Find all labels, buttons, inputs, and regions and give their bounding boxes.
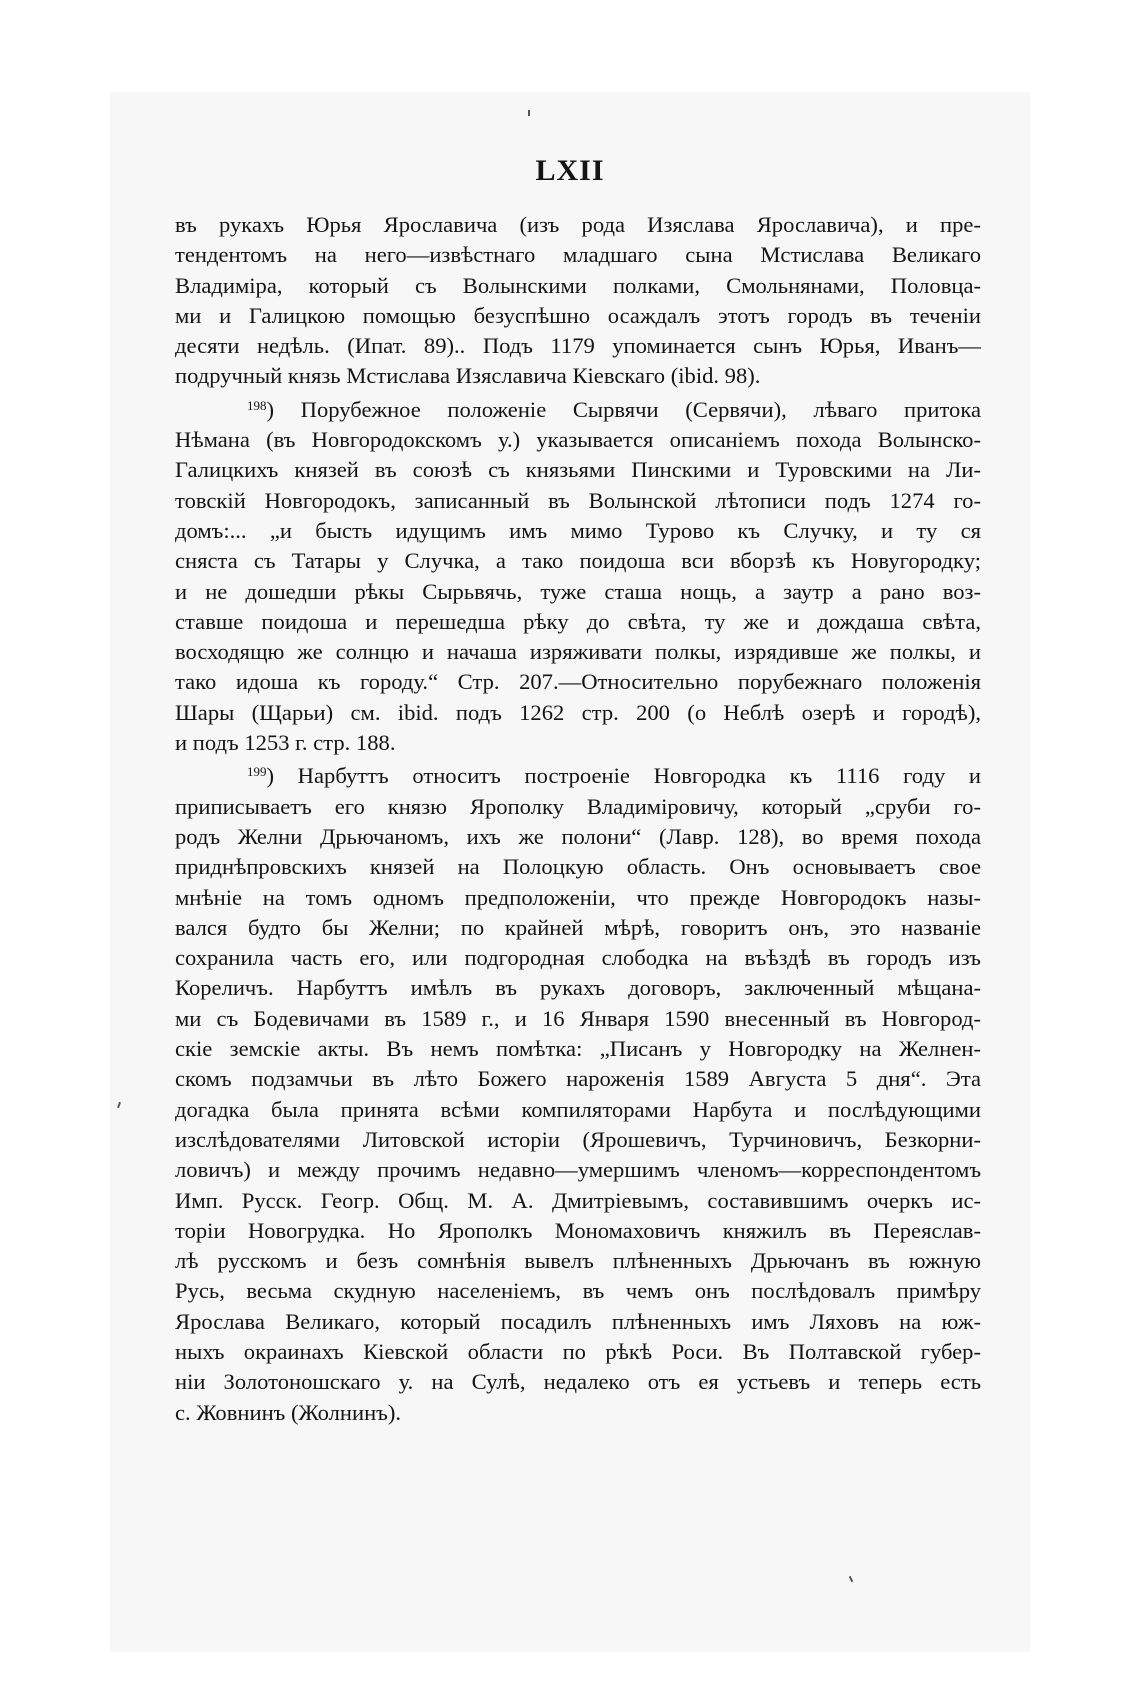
text-line: подручный князь Мстислава Изяславича Кіевскаго (ibid. 98). xyxy=(175,363,761,389)
book-page xyxy=(110,92,1030,1652)
text-line: торіи Новогрудка. Но Ярополкъ Мономаховичъ княжилъ въ Переяслав- xyxy=(175,1217,981,1243)
text-line: тако идоша къ городу.“ Стр. 207.—Относительно порубежнаго положенія xyxy=(175,669,981,695)
text-line: въ рукахъ Юрья Ярославича (изъ рода Изяслава Ярославича), и пре- xyxy=(175,212,981,237)
text-line: тендентомъ на него—извѣстнаго младшаго сына Мстислава Великаго xyxy=(175,242,981,268)
text-line: и подъ 1253 г. стр. 188. xyxy=(175,730,396,756)
text-line: ) Нарбуттъ относитъ построеніе Новгородка къ 1116 году и xyxy=(266,763,981,789)
text-line: приднѣпровскихъ князей на Полоцкую область. Онъ основываетъ свое xyxy=(175,854,981,880)
text-line: Имп. Русск. Геогр. Общ. М. А. Дмитріевымъ, составившимъ очеркъ ис- xyxy=(175,1187,981,1213)
text-line: ) Порубежное положеніе Сырвячи (Сервячи), лѣваго притока xyxy=(266,396,981,422)
footnote-199 xyxy=(175,761,981,1428)
text-line: с. Жовнинъ (Жолнинъ). xyxy=(175,1399,402,1425)
text-line-first xyxy=(175,395,981,425)
text-line: Галицкихъ князей въ союзѣ съ князьями Пинскими и Туровскими на Ли- xyxy=(175,457,981,483)
text-line: Нѣмана (въ Новгородокскомъ у.) указывается описаніемъ похода Волынско- xyxy=(175,427,981,453)
scan-speck xyxy=(849,1576,853,1582)
text-line: товскій Новгородокъ, записанный въ Волынской лѣтописи подъ 1274 го- xyxy=(175,487,981,513)
text-line: десяти недѣль. (Ипат. 89).. Подъ 1179 упоминается сынъ Юрья, Иванъ— xyxy=(175,333,981,359)
text-line: ми съ Бодевичами въ 1589 г., и 16 Января 1590 внесенный въ Новгород- xyxy=(175,1005,981,1031)
text-line: и не дошедши рѣкы Сырьвячь, туже сташа нощь, а заутр а рано воз- xyxy=(175,578,981,604)
scan-speck xyxy=(117,1102,121,1108)
text-line: Русь, весьма скудную населеніемъ, въ чемъ онъ послѣдовалъ примѣру xyxy=(175,1278,981,1304)
footnote-marker: 199 xyxy=(247,764,267,780)
text-line: родъ Желни Дрьючаномъ, ихъ же полони“ (Лавр. 128), во время похода xyxy=(175,823,981,849)
text-line: вался будто бы Желни; по крайней мѣрѣ, говоритъ онъ, это названіе xyxy=(175,914,981,940)
text-line: ми и Галицкою помощью безуспѣшно осаждалъ этотъ городъ въ теченіи xyxy=(175,302,981,328)
text-line: лѣ русскомъ и безъ сомнѣнія вывелъ плѣненныхъ Дрьючанъ въ южную xyxy=(175,1248,981,1274)
text-line: ставше поидоша и перешедша рѣку до свѣта, ту же и дождаша свѣта, xyxy=(175,608,981,634)
text-line: скіе земскіе акты. Въ немъ помѣтка: „Писанъ у Новгородку на Желнен- xyxy=(175,1036,981,1062)
text-line: сохранила часть его, или подгородная слободка на въѣздѣ въ городъ изъ xyxy=(175,945,981,971)
text-line: ніи Золотоношскаго у. на Сулѣ, недалеко отъ ея устьевъ и теперь есть xyxy=(175,1369,981,1395)
text-line: ныхъ окраинахъ Кіевской области по рѣкѣ Роси. Въ Полтавской губер- xyxy=(175,1338,981,1364)
text-line: приписываетъ его князю Ярополку Владиміровичу, который „сруби го- xyxy=(175,793,981,819)
page-number: LXII xyxy=(535,154,605,187)
text-line: Владиміра, который съ Волынскими полками, Смольнянами, Половца- xyxy=(175,272,981,298)
text-line: догадка была принята всѣми компиляторами Нарбута и послѣдующими xyxy=(175,1096,981,1122)
paragraph-continuation xyxy=(175,210,981,392)
text-line: Шары (Щарьи) см. ibid. подъ 1262 стр. 200 (о Неблѣ озерѣ и городѣ), xyxy=(175,699,981,725)
text-line: Кореличъ. Нарбуттъ имѣлъ въ рукахъ договоръ, заключенный мѣщана- xyxy=(175,975,981,1001)
page-text xyxy=(175,210,981,1428)
text-line-first xyxy=(175,761,981,791)
text-line: изслѣдователями Литовской исторіи (Ярошевичъ, Турчиновичъ, Безкорни- xyxy=(175,1126,981,1152)
footnote-198 xyxy=(175,395,981,759)
footnote-marker: 198 xyxy=(247,397,267,413)
text-line: ловичъ) и между прочимъ недавно—умершимъ членомъ—корреспондентомъ xyxy=(175,1157,981,1183)
text-line: Ярослава Великаго, который посадилъ плѣненныхъ имъ Ляховъ на юж- xyxy=(175,1308,981,1334)
text-line: сняста съ Татары у Случка, а тако поидоша вси вборзѣ къ Новугородку; xyxy=(175,548,981,574)
text-line: мнѣніе на томъ одномъ предположеніи, что прежде Новгородокъ назы- xyxy=(175,884,981,910)
text-line: домъ:... „и бысть идущимъ имъ мимо Турово къ Случку, и ту ся xyxy=(175,517,981,543)
text-line: скомъ подзамчьи въ лѣто Божего нароженія 1589 Августа 5 дня“. Эта xyxy=(175,1066,981,1092)
text-line: восходящю же солнцю и начаша изряживати полкы, изрядивше же полкы, и xyxy=(175,639,981,665)
scan-speck xyxy=(528,110,530,116)
